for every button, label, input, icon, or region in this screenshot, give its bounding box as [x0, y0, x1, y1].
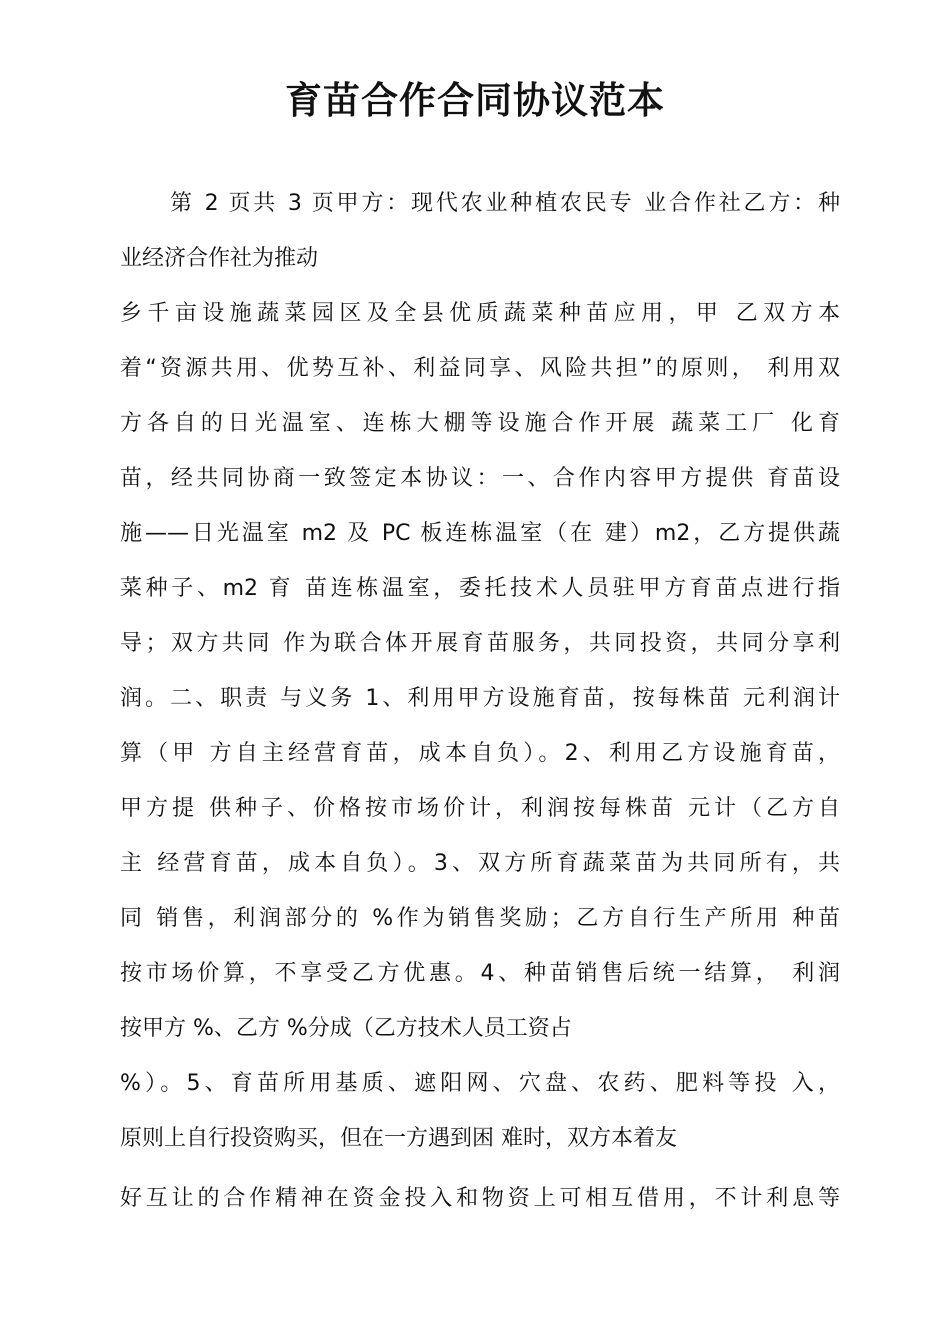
body-line-4: 着“资源共用、优势互补、利益同享、风险共担”的原则， 利用双 — [120, 356, 840, 381]
body-line-18: 原则上自行投资购买，但在一方遇到困 难时，双方本着友 — [120, 1126, 677, 1151]
body-line-19: 好互让的合作精神在资金投入和物资上可相互借用，不计利息等 — [120, 1186, 840, 1211]
body-line-12: 甲方提 供种子、价格按市场价计，利润按每株苗 元计（乙方自 — [120, 796, 840, 821]
body-line-15: 按市场价算，不享受乙方优惠。4、种苗销售后统一结算， 利润 — [120, 961, 840, 986]
body-line-13: 主 经营育苗，成本自负）。3、双方所育蔬菜苗为共同所有，共 — [120, 851, 840, 876]
body-line-11: 算（甲 方自主经营育苗，成本自负）。2、利用乙方设施育苗， — [120, 741, 840, 766]
body-line-3: 乡千亩设施蔬菜园区及全县优质蔬菜种苗应用，甲 乙双方本 — [120, 301, 840, 326]
body-line-5: 方各自的日光温室、连栋大棚等设施合作开展 蔬菜工厂 化育 — [120, 411, 840, 436]
body-line-8: 菜种子、m2 育 苗连栋温室，委托技术人员驻甲方育苗点进行指 — [120, 576, 840, 601]
body-line-16: 按甲方 %、乙方 %分成（乙方技术人员工资占 — [120, 1016, 572, 1041]
body-line-9: 导；双方共同 作为联合体开展育苗服务，共同投资，共同分享利 — [120, 631, 840, 656]
body-line-6: 苗，经共同协商一致签定本协议：一、合作内容甲方提供 育苗设 — [120, 466, 840, 491]
body-line-10: 润。二、职责 与义务 1、利用甲方设施育苗，按每株苗 元利润计 — [120, 686, 840, 711]
document-title: 育苗合作合同协议范本 — [285, 79, 665, 122]
body-line-2: 业经济合作社为推动 — [120, 246, 319, 271]
body-line-1: 第 2 页共 3 页甲方：现代农业种植农民专 业合作社乙方：种 — [170, 191, 840, 216]
body-line-17: %）。5、育苗所用基质、遮阳网、穴盘、农药、肥料等投 入， — [120, 1071, 840, 1096]
body-line-14: 同 销售，利润部分的 %作为销售奖励；乙方自行生产所用 种苗 — [120, 906, 840, 931]
body-line-7: 施——日光温室 m2 及 PC 板连栋温室（在 建）m2，乙方提供蔬 — [120, 521, 840, 546]
